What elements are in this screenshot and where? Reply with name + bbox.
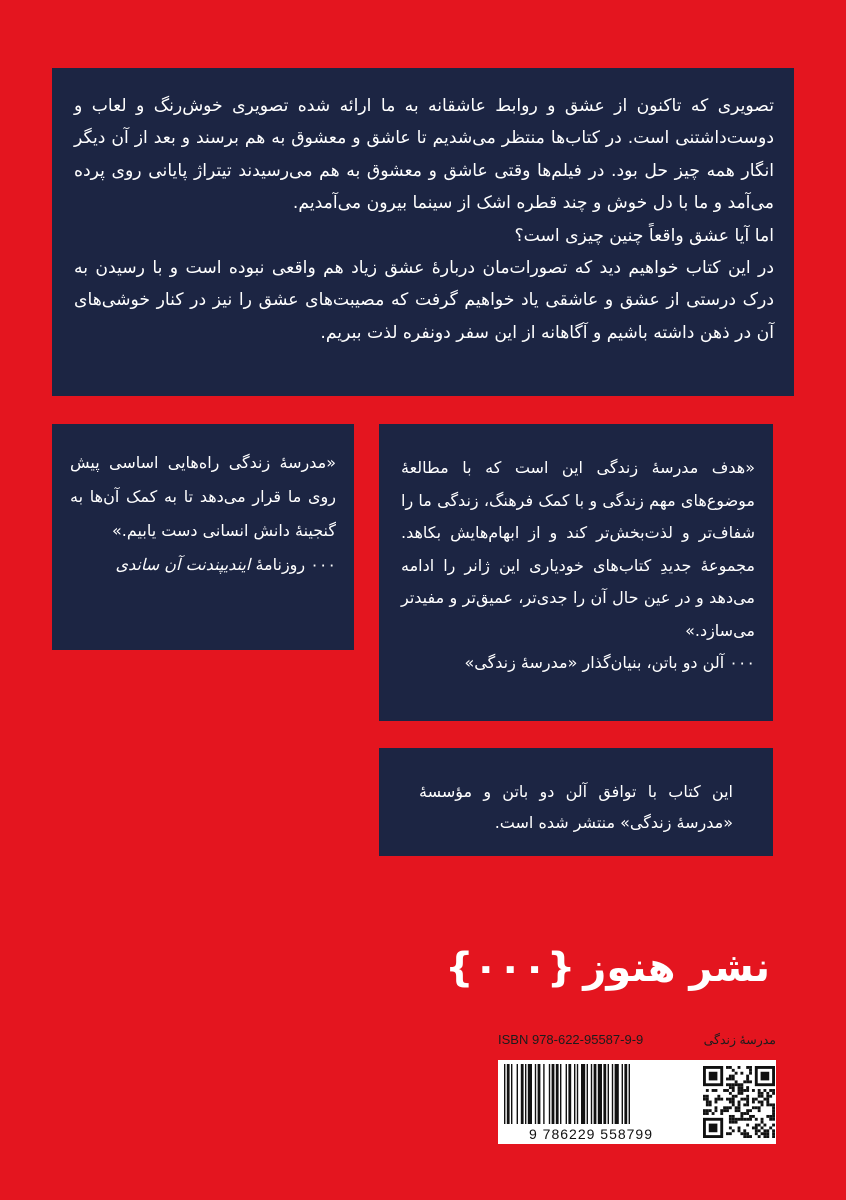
barcode-bar — [538, 1064, 541, 1124]
isbn-row — [498, 1032, 776, 1047]
de-botton-quote-text: «هدف مدرسهٔ زندگی این است که با مطالعهٔ موضوع‌های مهم زندگی و با کمک فرهنگ، زندگی ما را شفاف‌تر و لذت‌بخش‌تر کند و از ابهام‌هایش بکاهد. مجموعهٔ جدیدِ کتاب‌های خودیاری این ژانر را ادامه می‌دهد و در عین حال آن را جدی‌تر، عمیق‌تر و مفیدتر می‌سازد.» — [401, 458, 755, 640]
barcode-bar — [525, 1064, 526, 1124]
barcode-bar — [528, 1064, 532, 1124]
barcode-bar — [507, 1064, 510, 1124]
barcode-area — [498, 1060, 776, 1144]
independent-quote-attribution — [70, 548, 336, 582]
barcode-bar — [517, 1064, 518, 1124]
intro-question: اما آیا عشق واقعاً چنین چیزی است؟ — [514, 225, 774, 246]
publisher-logo — [445, 945, 770, 991]
publisher-name: نشر هنوز — [583, 945, 770, 991]
barcode-bar — [598, 1064, 602, 1124]
attribution-source: ایندیپندنت آن ساندی — [115, 555, 251, 574]
publisher-mark: {۰۰۰} — [445, 945, 576, 991]
barcode-bars — [498, 1060, 684, 1126]
barcode-bar — [594, 1064, 597, 1124]
alain-de-botton-quote-panel — [379, 424, 773, 721]
barcode-bar — [552, 1064, 555, 1124]
barcode-bar — [504, 1064, 505, 1124]
barcode-bar — [603, 1064, 606, 1124]
independent-quote-panel — [52, 424, 354, 650]
barcode-digits: 9 786229 558799 — [498, 1126, 684, 1142]
barcode-bar — [566, 1064, 567, 1124]
barcode-bar — [511, 1064, 512, 1124]
barcode-bar — [574, 1064, 575, 1124]
attribution-prefix: ۰۰۰ روزنامهٔ — [255, 555, 336, 574]
isbn-label: ISBN 978-622-95587-9-9 — [498, 1032, 644, 1047]
barcode-bar — [521, 1064, 524, 1124]
series-name: مدرسهٔ زندگی — [703, 1033, 776, 1047]
barcode-bar — [560, 1064, 561, 1124]
license-note-text: این کتاب با توافق آلن دو باتن و مؤسسهٔ «مدرسهٔ زندگی» منتشر شده است. — [419, 782, 733, 832]
barcode-bar — [568, 1064, 571, 1124]
barcode-bar — [556, 1064, 559, 1124]
barcode-bar — [615, 1064, 619, 1124]
qr-code — [703, 1066, 775, 1138]
barcode-bar — [587, 1064, 588, 1124]
license-note-panel — [379, 748, 773, 856]
barcode-bar — [624, 1064, 627, 1124]
barcode-bar — [612, 1064, 613, 1124]
barcode-bar — [629, 1064, 630, 1124]
barcode-bar — [543, 1064, 544, 1124]
barcode — [498, 1060, 684, 1144]
intro-paragraph-2: در این کتاب خواهیم دید که تصورات‌مان دربارهٔ عشق زیاد هم واقعی نبوده است و با رسیدن به درک درستی از عشق و عاشقی یاد خواهیم گرفت که مصیبت‌های عشق را نیز در کنار خوشی‌های آن در ذهن داشته باشیم و آگاهانه از این سفر دونفره لذت ببریم. — [74, 258, 774, 343]
barcode-bar — [591, 1064, 592, 1124]
intro-paragraph-1: تصویری که تاکنون از عشق و روابط عاشقانه به ما ارائه شده تصویری خوش‌رنگ و لعاب و دوست‌داشتنی است. در کتاب‌ها منتظر می‌شدیم تا عاشق و معشوق به هم برسند و بعد از آن دیگر انگار همه چیز حل بود. در فیلم‌ها وقتی عاشق و معشوق به هم می‌رسیدند تیتراژ پایانی روی پرده می‌آمد و ما با دل خوش و چند قطره اشک از سینما بیرون می‌آمدیم. — [74, 96, 774, 214]
barcode-bar — [577, 1064, 578, 1124]
independent-quote-text: «مدرسهٔ زندگی راه‌هایی اساسی پیش روی ما قرار می‌دهد تا به کمک آن‌ها به گنجینهٔ دانش انسانی دست یابیم.» — [70, 453, 336, 540]
barcode-bar — [622, 1064, 623, 1124]
barcode-bar — [608, 1064, 609, 1124]
barcode-bar — [581, 1064, 585, 1124]
barcode-bar — [535, 1064, 536, 1124]
barcode-bar — [549, 1064, 550, 1124]
intro-panel — [52, 68, 794, 396]
de-botton-quote-attribution: ۰۰۰ آلن دو باتن، بنیان‌گذار «مدرسهٔ زندگی» — [464, 653, 755, 672]
